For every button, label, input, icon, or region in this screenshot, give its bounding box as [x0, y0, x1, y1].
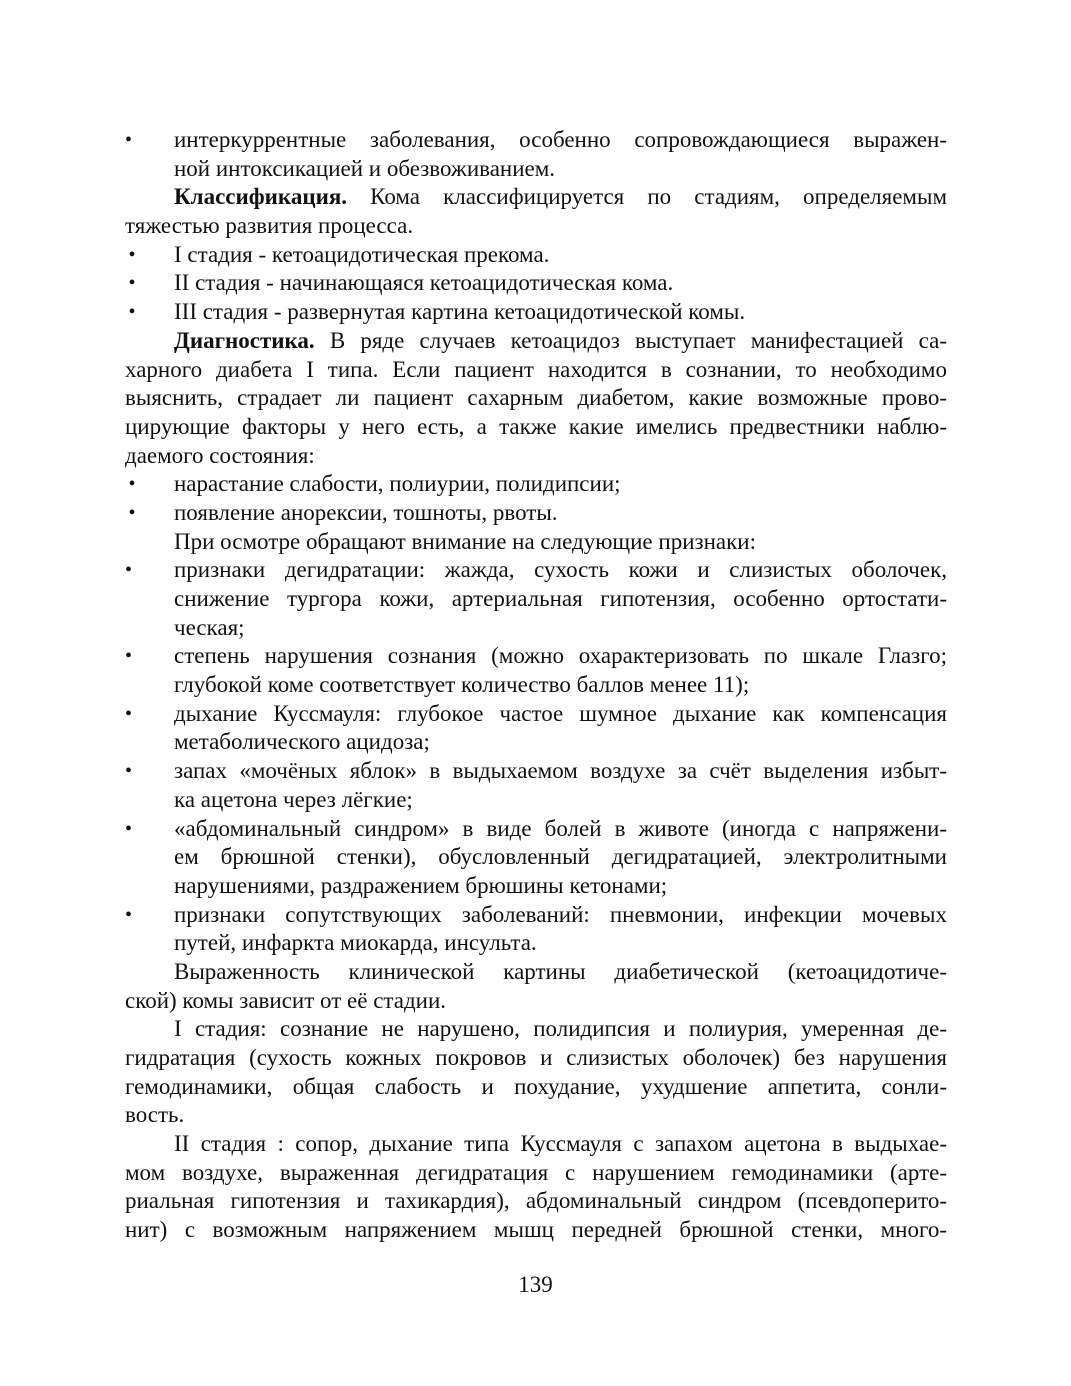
line-text: интеркуррентные заболевания, особенно сопровождающиеся выражен- — [174, 127, 947, 152]
paragraph-first-line — [125, 958, 947, 987]
line-text: ем брюшной стенки), обусловленный дегидратацией, электролитными — [174, 844, 947, 870]
paragraph-line — [125, 442, 947, 471]
page-number: 139 — [518, 1272, 553, 1297]
line-text: II стадия - начинающаяся кетоацидотическая кома. — [174, 270, 674, 296]
bullet-item-line — [125, 499, 947, 528]
line-text: нарушениями, раздражением брюшины кетонами; — [174, 872, 668, 898]
line-text: дыхание Куссмауля: глубокое частое шумное дыхание как компенсация — [174, 700, 947, 726]
line-text: снижение тургора кожи, артериальная гипотензия, особенно ортостати- — [174, 586, 947, 611]
paragraph-line — [125, 413, 947, 442]
bullet-icon: • — [125, 903, 133, 926]
bullet-continuation-line — [125, 843, 947, 872]
line-text: ной интоксикацией и обезвоживанием. — [174, 155, 556, 181]
bullet-continuation-line — [125, 155, 947, 184]
paragraph-first-line — [125, 1015, 947, 1044]
line-text: даемого состояния: — [125, 442, 315, 468]
bullet-icon: • — [125, 129, 133, 151]
bullet-icon: • — [128, 301, 136, 324]
paragraph-line — [125, 1073, 947, 1102]
bullet-item-line — [125, 269, 947, 298]
line-text: нит) с возможным напряжением мышц передней брюшной стенки, много- — [125, 1217, 947, 1243]
bullet-continuation-line — [125, 671, 947, 700]
page-body — [125, 126, 947, 1245]
line-text: цирующие факторы у него есть, а также какие имелись предвестники наблю- — [125, 413, 947, 439]
line-text: харного диабета I типа. Если пациент находится в сознании, то необходимо — [125, 356, 947, 382]
bullet-item-line — [125, 901, 947, 930]
bullet-icon: • — [128, 272, 136, 295]
bullet-item-line — [125, 298, 947, 327]
bullet-item-line — [125, 642, 947, 671]
line-text: путей, инфаркта миокарда, инсульта. — [174, 930, 537, 956]
line-text: глубокой коме соответствует количество баллов менее 11); — [174, 672, 750, 698]
line-text: степень нарушения сознания (можно охарактеризовать по шкале Глазго; — [174, 643, 947, 669]
paragraph-line — [125, 1101, 947, 1130]
paragraph-line — [125, 987, 947, 1016]
bullet-icon: • — [125, 817, 133, 840]
line-text: II стадия : сопор, дыхание типа Куссмауля с запахом ацетона в выдыхае- — [174, 1131, 947, 1157]
bullet-continuation-line — [125, 728, 947, 757]
line-text: Кома классифицируется по стадиям, определяемым — [347, 184, 947, 210]
bullet-item-line — [125, 700, 947, 729]
line-text: выяснить, страдает ли пациент сахарным диабетом, какие возможные прово- — [125, 385, 947, 411]
line-text: ческая; — [174, 614, 245, 640]
paragraph-first-line — [125, 327, 947, 356]
bullet-icon: • — [125, 702, 133, 725]
bullet-continuation-line — [125, 614, 947, 643]
line-text: вость. — [125, 1102, 185, 1128]
line-text: риальная гипотензия и тахикардия), абдоминальный синдром (псевдоперито- — [125, 1188, 947, 1214]
bullet-icon: • — [128, 243, 136, 266]
line-text: «абдоминальный синдром» в виде болей в животе (иногда с напряжени- — [174, 815, 947, 841]
line-text: запах «мочёных яблок» в выдыхаемом воздухе за счёт выделения избыт- — [174, 758, 947, 784]
line-text: ской) комы зависит от её стадии. — [125, 987, 447, 1013]
line-text: признаки дегидратации: жажда, сухость кожи и слизистых оболочек, — [174, 557, 947, 583]
paragraph-line — [125, 384, 947, 413]
paragraph-line — [125, 212, 947, 241]
bullet-continuation-line — [125, 872, 947, 901]
line-text: признаки сопутствующих заболеваний: пневмонии, инфекции мочевых — [174, 901, 947, 927]
section-heading: Диагностика. — [174, 327, 315, 353]
bullet-item-line — [125, 815, 947, 844]
bullet-icon: • — [125, 559, 133, 582]
bullet-item-line — [125, 757, 947, 786]
paragraph-first-line — [125, 528, 947, 557]
bullet-continuation-line — [125, 929, 947, 958]
bullet-continuation-line — [125, 786, 947, 815]
line-text: тяжестью развития процесса. — [125, 213, 414, 239]
line-text: I стадия: сознание не нарушено, полидипсия и полиурия, умеренная де- — [174, 1016, 947, 1042]
bullet-icon: • — [128, 501, 136, 524]
line-text: I стадия - кетоацидотическая прекома. — [174, 241, 550, 267]
line-text: нарастание слабости, полиурии, полидипсии; — [174, 471, 621, 497]
line-text: гидратация (сухость кожных покровов и слизистых оболочек) без нарушения — [125, 1045, 947, 1070]
section-heading: Классификация. — [174, 184, 348, 210]
bullet-icon: • — [128, 473, 136, 496]
line-text: ка ацетона через лёгкие; — [174, 786, 413, 812]
line-text: гемодинамики, общая слабость и похудание, ухудшение аппетита, сонли- — [125, 1073, 947, 1099]
line-text: При осмотре обращают внимание на следующие признаки: — [174, 528, 756, 554]
paragraph-line — [125, 1044, 947, 1073]
line-text: III стадия - развернутая картина кетоацидотической комы. — [174, 299, 746, 325]
bullet-item-line — [125, 470, 947, 499]
paragraph-line — [125, 356, 947, 385]
paragraph-first-line — [125, 183, 947, 212]
paragraph-line — [125, 1187, 947, 1216]
bullet-item-line — [125, 556, 947, 585]
bullet-icon: • — [125, 760, 133, 783]
line-text: появление анорексии, тошноты, рвоты. — [174, 499, 558, 525]
line-text: мом воздухе, выраженная дегидратация с нарушением гемодинамики (арте- — [125, 1159, 947, 1185]
bullet-item-line — [125, 241, 947, 270]
line-text: В ряде случаев кетоацидоз выступает манифестацией са- — [314, 327, 947, 353]
paragraph-line — [125, 1216, 947, 1245]
line-text: Выраженность клинической картины диабетической (кетоацидотиче- — [174, 958, 947, 984]
line-text: метаболического ацидоза; — [174, 729, 430, 755]
bullet-continuation-line — [125, 585, 947, 614]
paragraph-first-line — [125, 1130, 947, 1159]
bullet-item-line — [125, 126, 947, 155]
paragraph-line — [125, 1159, 947, 1188]
bullet-icon: • — [125, 645, 133, 668]
